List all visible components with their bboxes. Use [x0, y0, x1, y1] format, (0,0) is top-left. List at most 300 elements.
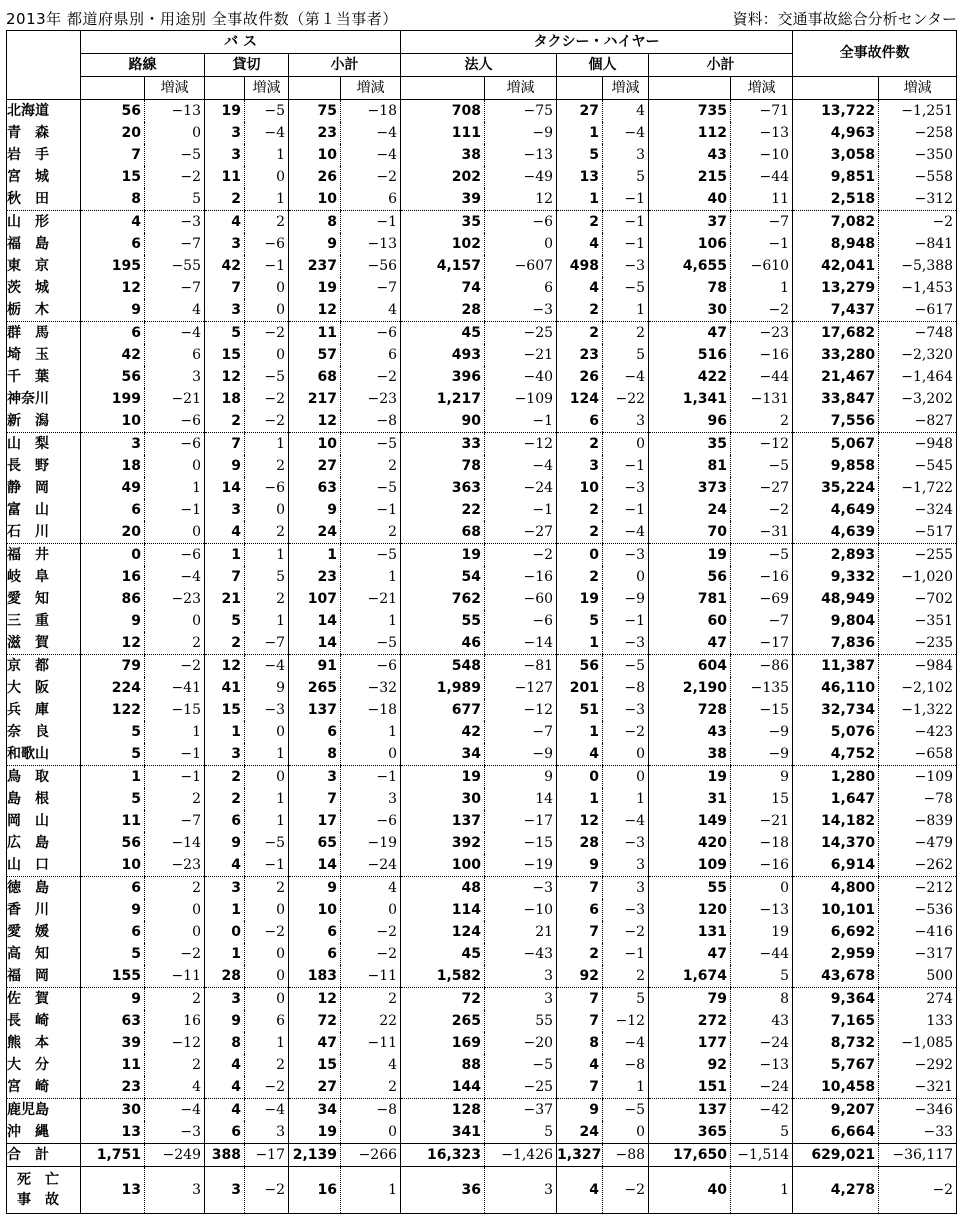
count-cell: 2 — [231, 790, 241, 807]
table-row — [7, 943, 957, 965]
count-cell: 629,021 — [793, 1144, 879, 1167]
change-cell: 0 — [603, 743, 649, 766]
change-cell: −8 — [603, 1054, 649, 1076]
change-cell: −321 — [879, 1076, 957, 1099]
change-cell: −3 — [603, 544, 649, 567]
count-cell: 23 — [81, 1076, 145, 1099]
change-cell: −2 — [341, 943, 401, 965]
count-cell: 81 — [707, 457, 728, 474]
count-cell: 5,767 — [830, 1056, 876, 1073]
table-row — [7, 1121, 957, 1144]
count-cell: 14 — [289, 632, 341, 655]
count-cell: 4,655 — [682, 257, 728, 274]
change-cell: 500 — [879, 965, 957, 988]
change-cell: −1 — [731, 233, 793, 255]
taxi-header: タクシー・ハイヤー — [401, 31, 793, 54]
change-cell: −55 — [145, 255, 205, 277]
count-cell: 1,582 — [401, 965, 485, 988]
table-row — [7, 410, 957, 433]
count-cell: 88 — [461, 1056, 482, 1073]
count-cell: 39 — [121, 1034, 141, 1051]
count-cell: 1,989 — [436, 679, 482, 696]
count-cell: 4 — [557, 1167, 603, 1214]
count-cell: 3 — [231, 124, 241, 141]
table-row — [7, 832, 957, 854]
count-cell: 6 — [131, 923, 141, 940]
change-cell: −7 — [145, 277, 205, 299]
count-cell: 17,682 — [821, 324, 876, 341]
prefecture-name: 三 重 — [7, 610, 81, 632]
count-cell: 4 — [589, 235, 600, 252]
data-source: 資料：交通事故総合分析センター — [732, 10, 957, 28]
prefecture-name: 愛 知 — [7, 588, 81, 610]
table-row — [7, 610, 957, 632]
count-cell: 1,327 — [557, 1144, 603, 1167]
prefecture-name: 岐 阜 — [7, 566, 81, 588]
count-cell: 24 — [557, 1121, 603, 1144]
change-cell: −2 — [341, 921, 401, 943]
count-cell: 19 — [461, 546, 482, 563]
prefecture-name: 長 野 — [7, 455, 81, 477]
count-cell: 70 — [649, 521, 731, 544]
count-cell: 7,556 — [793, 410, 879, 433]
change-cell: −1,085 — [879, 1032, 957, 1054]
count-cell: 24 — [289, 521, 341, 544]
count-cell: 28 — [579, 834, 600, 851]
change-cell: −841 — [879, 233, 957, 255]
count-cell: 9,207 — [830, 1101, 876, 1118]
change-cell: −16 — [485, 566, 557, 588]
count-cell: 19 — [707, 768, 728, 785]
change-cell: 0 — [485, 233, 557, 255]
count-cell: 341 — [401, 1121, 485, 1144]
change-cell: −702 — [879, 588, 957, 610]
change-header: 増減 — [603, 77, 649, 100]
count-cell: 2 — [589, 501, 600, 518]
prefecture-name: 栃 木 — [7, 299, 81, 322]
change-cell: −4 — [245, 655, 289, 678]
fatal-label-line2: 事 故 — [17, 1192, 59, 1208]
count-cell: 55 — [707, 879, 728, 896]
change-cell: −5 — [603, 277, 649, 299]
count-cell: 114 — [451, 901, 482, 918]
count-cell: 237 — [307, 257, 337, 274]
change-cell: 2 — [145, 788, 205, 810]
count-cell: 90 — [401, 410, 485, 433]
change-cell: −1,322 — [879, 699, 957, 721]
count-cell: 30 — [121, 1101, 141, 1118]
count-cell: 19 — [317, 279, 337, 296]
count-cell: 24 — [707, 501, 728, 518]
change-cell: −2 — [145, 166, 205, 188]
change-cell: −13 — [485, 144, 557, 166]
change-cell: 2 — [245, 588, 289, 610]
count-cell: 120 — [697, 901, 728, 918]
change-cell: −3 — [603, 899, 649, 921]
prefecture-name: 奈 良 — [7, 721, 81, 743]
count-cell: 72 — [317, 1012, 337, 1029]
change-cell: −5 — [603, 655, 649, 678]
count-cell: 23 — [317, 568, 337, 585]
change-cell: 0 — [603, 1121, 649, 1144]
table-row — [7, 743, 957, 766]
accident-table — [6, 30, 957, 1214]
change-cell: −3 — [603, 255, 649, 277]
change-cell: −6 — [245, 477, 289, 499]
count-cell: 18 — [121, 457, 141, 474]
change-cell: 1 — [341, 610, 401, 632]
count-cell: 14 — [317, 612, 337, 629]
bus-subtotal-header: 小計 — [289, 54, 401, 77]
change-cell: 0 — [245, 721, 289, 743]
prefecture-name: 山 口 — [7, 854, 81, 877]
count-cell: 0 — [131, 546, 141, 563]
change-cell: −4 — [603, 810, 649, 832]
change-cell: −109 — [879, 766, 957, 789]
change-cell: −81 — [485, 655, 557, 678]
change-cell: 6 — [245, 1010, 289, 1032]
count-cell: 9 — [327, 501, 337, 518]
change-cell: −5,388 — [879, 255, 957, 277]
table-row — [7, 588, 957, 610]
change-cell: −1 — [603, 610, 649, 632]
count-cell: 46 — [401, 632, 485, 655]
change-cell: −11 — [145, 965, 205, 988]
table-row — [7, 810, 957, 832]
count-cell: 12 — [289, 299, 341, 322]
change-cell: −21 — [485, 344, 557, 366]
count-cell: 144 — [401, 1076, 485, 1099]
count-cell: 3 — [231, 990, 241, 1007]
count-cell: 0 — [589, 768, 600, 785]
count-cell: 137 — [307, 701, 337, 718]
change-cell: −558 — [879, 166, 957, 188]
change-cell: −27 — [731, 477, 793, 499]
count-cell: 4 — [205, 1076, 245, 1099]
table-row — [7, 277, 957, 299]
count-cell: 8 — [327, 213, 337, 230]
count-cell: 5 — [589, 612, 600, 629]
count-cell: 2 — [589, 213, 600, 230]
change-cell: −2 — [603, 921, 649, 943]
change-cell: 0 — [245, 166, 289, 188]
change-cell: 9 — [731, 766, 793, 789]
change-cell: −32 — [341, 677, 401, 699]
table-row — [7, 721, 957, 743]
change-cell: −42 — [731, 1099, 793, 1122]
count-cell: 1 — [231, 723, 241, 740]
change-cell: −7 — [731, 610, 793, 632]
count-cell: 15 — [221, 346, 241, 363]
change-cell: −24 — [731, 1032, 793, 1054]
count-cell: 8 — [589, 1034, 600, 1051]
change-cell: 0 — [245, 943, 289, 965]
count-cell: 19 — [461, 768, 482, 785]
change-cell: −317 — [879, 943, 957, 965]
prefecture-name: 大 阪 — [7, 677, 81, 699]
change-cell: −1,722 — [879, 477, 957, 499]
change-cell: 2 — [341, 1076, 401, 1099]
count-cell: 17 — [317, 812, 337, 829]
count-cell: 10 — [317, 146, 337, 163]
count-cell: 124 — [569, 390, 600, 407]
count-cell: 4,639 — [793, 521, 879, 544]
prefecture-name: 宮 城 — [7, 166, 81, 188]
prefecture-name: 福 井 — [7, 544, 81, 567]
count-cell: 6 — [557, 410, 603, 433]
change-cell: −127 — [485, 677, 557, 699]
count-cell: 35,224 — [821, 479, 876, 496]
count-cell: 13,722 — [821, 102, 876, 119]
change-cell: 11 — [731, 188, 793, 211]
change-cell: −3 — [145, 1121, 205, 1144]
change-cell: 1 — [245, 433, 289, 456]
change-cell: −350 — [879, 144, 957, 166]
count-cell: 2 — [589, 435, 600, 452]
table-row — [7, 965, 957, 988]
change-cell: −8 — [341, 410, 401, 433]
count-cell: 2 — [231, 768, 241, 785]
change-cell: −1,251 — [879, 100, 957, 123]
blank-header — [289, 77, 341, 100]
change-cell: −1 — [245, 854, 289, 877]
change-cell: 5 — [485, 1121, 557, 1144]
count-cell: 548 — [451, 657, 482, 674]
count-cell: 1 — [557, 188, 603, 211]
change-cell: −2 — [879, 1167, 957, 1214]
table-row — [7, 211, 957, 234]
count-cell: 72 — [461, 990, 482, 1007]
count-cell: 5 — [589, 146, 600, 163]
count-cell: 8 — [81, 188, 145, 211]
change-cell: −4 — [145, 566, 205, 588]
count-cell: 92 — [707, 1056, 728, 1073]
change-cell: −3 — [603, 699, 649, 721]
table-row — [7, 1010, 957, 1032]
prefecture-name: 北海道 — [7, 100, 81, 123]
corporate-header: 法人 — [401, 54, 557, 77]
count-cell: 4,963 — [830, 124, 876, 141]
header-row-3 — [7, 77, 957, 100]
count-cell: 10 — [289, 188, 341, 211]
change-cell: 6 — [145, 344, 205, 366]
count-cell: 2 — [589, 324, 600, 341]
change-cell: −13 — [341, 233, 401, 255]
count-cell: 27 — [289, 1076, 341, 1099]
count-cell: 3 — [231, 501, 241, 518]
count-cell: 60 — [707, 612, 728, 629]
count-cell: 4 — [231, 213, 241, 230]
count-cell: 37 — [707, 213, 728, 230]
count-cell: 9 — [231, 834, 241, 851]
change-cell: −49 — [485, 166, 557, 188]
count-cell: 40 — [649, 1167, 731, 1214]
change-cell: 0 — [341, 899, 401, 921]
prefecture-name: 新 潟 — [7, 410, 81, 433]
change-cell: −71 — [731, 100, 793, 123]
count-cell: 2,190 — [682, 679, 728, 696]
count-cell: 5,067 — [830, 435, 876, 452]
count-cell: 45 — [461, 324, 482, 341]
count-cell: 102 — [451, 235, 482, 252]
change-cell: 1 — [245, 610, 289, 632]
count-cell: 1 — [557, 632, 603, 655]
count-cell: 3 — [205, 1167, 245, 1214]
count-cell: 2,959 — [830, 945, 876, 962]
change-cell: −1 — [145, 766, 205, 789]
count-cell: 0 — [589, 546, 600, 563]
change-cell: −266 — [341, 1144, 401, 1167]
table-row — [7, 499, 957, 521]
count-cell: 6 — [131, 879, 141, 896]
count-cell: 17,650 — [649, 1144, 731, 1167]
count-cell: 604 — [697, 657, 728, 674]
change-cell: −1 — [603, 499, 649, 521]
count-cell: 23 — [317, 124, 337, 141]
count-cell: 728 — [697, 701, 728, 718]
table-row — [7, 854, 957, 877]
change-cell: −9 — [485, 122, 557, 144]
prefecture-name: 山 梨 — [7, 433, 81, 456]
count-cell: 63 — [121, 1012, 141, 1029]
change-cell: −4 — [341, 144, 401, 166]
prefecture-name: 山 形 — [7, 211, 81, 234]
count-cell: 9,804 — [830, 612, 876, 629]
table-row — [7, 1076, 957, 1099]
prefecture-name: 合 計 — [7, 1144, 81, 1167]
prefecture-name: 茨 城 — [7, 277, 81, 299]
change-cell: −545 — [879, 455, 957, 477]
change-cell: −21 — [341, 588, 401, 610]
count-cell: 7 — [231, 279, 241, 296]
change-cell: −3 — [485, 299, 557, 322]
change-cell: −5 — [485, 1054, 557, 1076]
change-cell: 0 — [145, 899, 205, 921]
change-cell: −255 — [879, 544, 957, 567]
change-cell: −2 — [603, 721, 649, 743]
change-cell: −2 — [245, 388, 289, 410]
count-cell: 54 — [461, 568, 482, 585]
count-cell: 12 — [221, 657, 241, 674]
count-cell: 149 — [697, 812, 728, 829]
count-cell: 12 — [121, 279, 141, 296]
change-cell: −15 — [731, 699, 793, 721]
count-cell: 56 — [579, 657, 600, 674]
change-cell: −4 — [603, 1032, 649, 1054]
change-cell: 3 — [485, 965, 557, 988]
count-cell: 34 — [401, 743, 485, 766]
count-cell: 4 — [131, 213, 141, 230]
change-cell: −31 — [731, 521, 793, 544]
count-cell: 12 — [221, 368, 241, 385]
individual-header: 個人 — [557, 54, 649, 77]
count-cell: 265 — [307, 679, 337, 696]
count-cell: 19 — [221, 102, 241, 119]
change-cell: 1 — [731, 1167, 793, 1214]
count-cell: 10 — [317, 435, 337, 452]
count-cell: 9 — [231, 457, 241, 474]
count-cell: 47 — [707, 324, 728, 341]
change-cell: 43 — [731, 1010, 793, 1032]
change-cell: −18 — [341, 100, 401, 123]
change-cell: −7 — [145, 233, 205, 255]
change-cell: −17 — [245, 1144, 289, 1167]
count-cell: 9 — [557, 854, 603, 877]
change-cell: −23 — [145, 588, 205, 610]
count-cell: 49 — [121, 479, 141, 496]
count-cell: 1,647 — [830, 790, 876, 807]
change-cell: 274 — [879, 988, 957, 1011]
change-cell: 8 — [731, 988, 793, 1011]
report-title: 2013年 都道府県別・用途別 全事故件数（第１当事者） — [6, 10, 398, 28]
count-cell: 22 — [461, 501, 482, 518]
count-cell: 8 — [231, 1034, 241, 1051]
prefecture-name: 愛 媛 — [7, 921, 81, 943]
change-cell: 0 — [245, 766, 289, 789]
change-cell: −16 — [731, 344, 793, 366]
prefecture-name: 岡 山 — [7, 810, 81, 832]
change-cell: −2 — [145, 655, 205, 678]
table-row — [7, 677, 957, 699]
count-cell: 107 — [307, 590, 337, 607]
change-cell: 3 — [145, 366, 205, 388]
change-cell: −6 — [485, 211, 557, 234]
change-cell: 2 — [341, 521, 401, 544]
change-cell: −4 — [603, 521, 649, 544]
change-cell: −18 — [341, 699, 401, 721]
count-cell: 30 — [461, 790, 482, 807]
change-cell: −5 — [245, 366, 289, 388]
count-cell: 4 — [231, 1101, 241, 1118]
table-row — [7, 788, 957, 810]
count-cell: 2 — [557, 521, 603, 544]
count-cell: 45 — [461, 945, 482, 962]
count-cell: 11 — [121, 812, 141, 829]
count-cell: 36 — [401, 1167, 485, 1214]
prefecture-name: 青 森 — [7, 122, 81, 144]
change-cell: −4 — [485, 455, 557, 477]
count-cell: 106 — [697, 235, 728, 252]
count-cell: 151 — [649, 1076, 731, 1099]
count-cell: 10,458 — [793, 1076, 879, 1099]
table-row — [7, 433, 957, 456]
prefecture-name: 兵 庫 — [7, 699, 81, 721]
count-cell: 14 — [221, 479, 241, 496]
change-cell: −5 — [731, 544, 793, 567]
change-cell: −4 — [245, 122, 289, 144]
count-cell: 28 — [401, 299, 485, 322]
count-cell: 6,664 — [793, 1121, 879, 1144]
count-cell: 10,101 — [821, 901, 876, 918]
change-cell: −1 — [245, 255, 289, 277]
change-cell: −4 — [145, 1099, 205, 1122]
count-cell: 3 — [205, 299, 245, 322]
change-cell: 12 — [485, 188, 557, 211]
change-cell: −607 — [485, 255, 557, 277]
change-cell: −10 — [485, 899, 557, 921]
prefecture-name: 富 山 — [7, 499, 81, 521]
change-cell: −312 — [879, 188, 957, 211]
count-cell: 9 — [327, 879, 337, 896]
change-cell: −7 — [145, 810, 205, 832]
change-cell: 1 — [245, 810, 289, 832]
count-cell: 65 — [317, 834, 337, 851]
count-cell: 3 — [231, 879, 241, 896]
change-cell: −13 — [731, 1054, 793, 1076]
change-header: 増減 — [485, 77, 557, 100]
change-cell: −3 — [603, 832, 649, 854]
change-cell: 1 — [245, 1032, 289, 1054]
